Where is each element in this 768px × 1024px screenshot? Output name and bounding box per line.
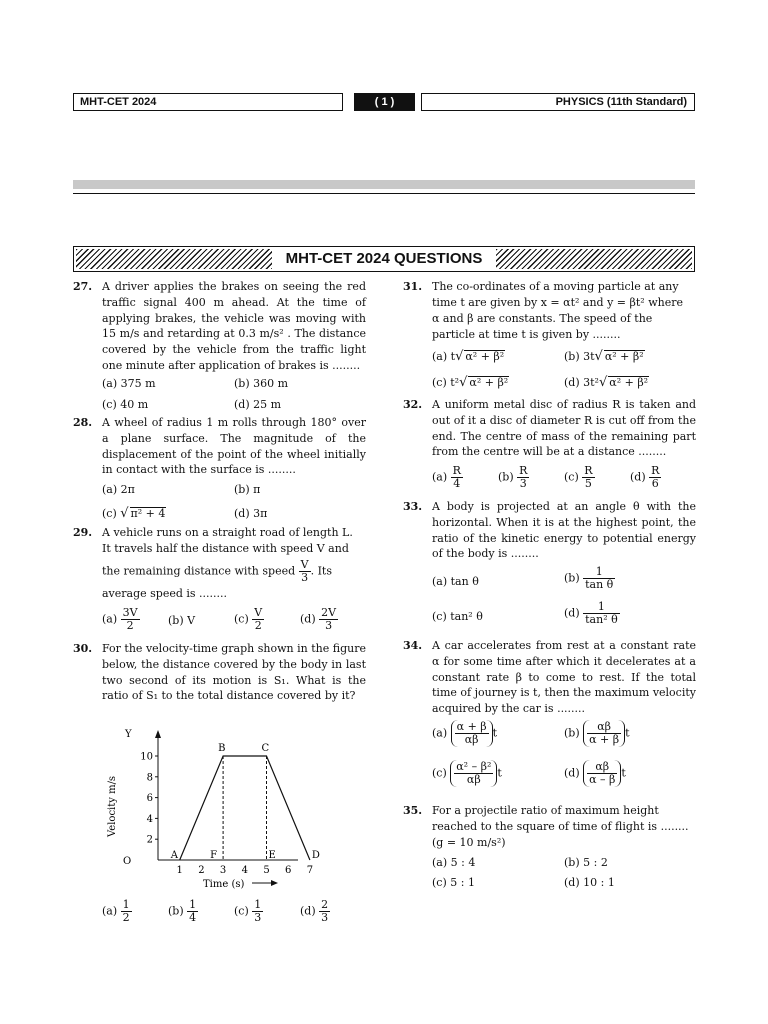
q33-option-c[interactable]: (c) tan² θ: [432, 610, 483, 623]
q28-option-c-label: (c): [102, 507, 117, 520]
q32-option-c[interactable]: (c) $\frac{R}{5}$: [564, 464, 593, 490]
q32-option-a[interactable]: (a) $\frac{R}{4}$: [432, 464, 461, 490]
q28-option-d[interactable]: (d) 3π: [234, 507, 268, 520]
q35-option-d[interactable]: (d) 10 : 1: [564, 876, 615, 889]
x-tick-label: 6: [285, 865, 292, 876]
q27-option-b[interactable]: (b) 360 m: [234, 377, 289, 390]
point-label-d: D: [311, 850, 320, 861]
x-tick-label: 7: [306, 865, 314, 876]
y-tick-label: 10: [140, 751, 153, 763]
question-number-35: 35.: [403, 804, 423, 817]
q31-option-c[interactable]: (c) t²√ α² + β²: [432, 375, 509, 390]
point-label-b: B: [218, 743, 226, 754]
question-number-33: 33.: [403, 500, 423, 513]
question-29-line4: average speed is ........: [102, 587, 228, 600]
q30-option-a[interactable]: (a) $\frac{1}{2}$: [102, 898, 130, 924]
q33-option-d[interactable]: (d) $\frac{1}{\text{tan² θ}}$: [564, 600, 618, 626]
speed-fraction: $\frac{V}{3}$: [300, 558, 309, 584]
y-tick-label: 8: [146, 772, 153, 784]
q28-option-b[interactable]: (b) π: [234, 483, 261, 496]
question-34-text: A car accelerates from rest at a constant rate α for some time after which it decelerates at a constant rate β to come to rest. If the total time of journey is t, then the maximum velocity acquired by the car is ........: [432, 639, 696, 716]
question-31-line4: particle at time t is given by ........: [432, 328, 621, 341]
separator-rule: [73, 193, 695, 194]
question-32-text: A uniform metal disc of radius R is taken and out of it a disc of diameter R is cut off from the end. The centre of mass of the remaining part from the centre will be at a distance ........: [432, 398, 696, 459]
grey-separator-bar: [73, 180, 695, 189]
question-28-text: A wheel of radius 1 m rolls through 180° over a plane surface. The magnitude of the displacement of the point of the wheel initially in contact with the surface is ........: [102, 416, 366, 477]
question-29-line3: [102, 559, 366, 584]
question-number-30: 30.: [73, 642, 93, 655]
x-tick-label: 1: [176, 865, 183, 876]
header-subject-label: PHYSICS (11th Standard): [421, 93, 695, 111]
question-29-line1: A vehicle runs on a straight road of length L.: [102, 526, 353, 539]
x-axis-label-arrowhead: [271, 880, 278, 886]
point-label-e: E: [268, 850, 276, 861]
q31-option-a[interactable]: (a) t√ α² + β²: [432, 349, 505, 364]
question-number-32: 32.: [403, 398, 423, 411]
y-axis-label: Velocity m/s: [107, 775, 118, 837]
question-27-text: A driver applies the brakes on seeing the red traffic signal 400 m ahead. At the time of applying brakes, the vehicle was moving with 15 m/s and retarding at 0.3 m/s² . The distance covered by the vehicle from the traffic light one minute after application of brakes is ........: [102, 280, 366, 372]
q35-option-a[interactable]: (a) 5 : 4: [432, 856, 476, 869]
y-axis-letter: Y: [125, 729, 132, 740]
question-number-34: 34.: [403, 639, 423, 652]
section-title: MHT-CET 2024 QUESTIONS: [285, 250, 483, 267]
page-number: ( 1 ): [354, 93, 415, 111]
question-29-line2: It travels half the distance with speed V and: [102, 542, 349, 555]
question-29-line3a: the remaining distance with speed: [102, 564, 296, 578]
q30-option-b[interactable]: (b) $\frac{1}{4}$: [168, 898, 197, 924]
origin-label: O: [123, 856, 132, 867]
y-tick-label: 4: [146, 813, 153, 825]
q32-option-d[interactable]: (d) $\frac{R}{6}$: [630, 464, 660, 490]
y-tick-label: 6: [146, 793, 153, 805]
point-label-a: A: [170, 850, 178, 861]
question-number-29: 29.: [73, 526, 93, 539]
q31-option-d[interactable]: (d) 3t²√ α² + β²: [564, 375, 649, 390]
point-label-c: C: [261, 743, 270, 754]
q28-option-a[interactable]: (a) 2π: [102, 483, 135, 496]
q27-option-c[interactable]: (c) 40 m: [102, 398, 149, 411]
q29-option-a[interactable]: (a) $\frac{3V}{2}$: [102, 606, 138, 632]
q34-option-c[interactable]: (c) $\frac{\text{α² – β²}}{\alpha\beta}$ t: [432, 760, 502, 786]
q33-option-b[interactable]: (b) $\frac{1}{\text{tan θ}}$: [564, 565, 614, 591]
q35-option-c[interactable]: (c) 5 : 1: [432, 876, 475, 889]
point-label-f: F: [210, 850, 218, 861]
y-axis-arrow: [155, 730, 161, 738]
question-31-line2: time t are given by x = αt² and y = βt² where: [432, 296, 683, 309]
q34-option-b[interactable]: (b) $\frac{\alpha\beta}{\alpha + \beta}$ t: [564, 720, 630, 746]
question-number-28: 28.: [73, 416, 93, 429]
x-tick-label: 2: [198, 865, 205, 876]
question-31-line1: The co-ordinates of a moving particle at any: [432, 280, 679, 293]
q30-option-c[interactable]: (c) $\frac{1}{3}$: [234, 898, 262, 924]
x-tick-label: 5: [263, 865, 270, 876]
y-tick-label: 2: [146, 834, 153, 846]
question-35-line3: (g = 10 m/s²): [432, 836, 506, 849]
q34-option-a[interactable]: (a) $\frac{\alpha + \beta}{\alpha\beta}$ t: [432, 720, 498, 746]
question-35-line2: reached to the square of time of flight is ........: [432, 820, 689, 833]
question-number-27: 27.: [73, 280, 93, 293]
question-29-line3b: . Its: [310, 564, 332, 578]
q27-option-a[interactable]: (a) 375 m: [102, 377, 156, 390]
question-31-line3: α and β are constants. The speed of the: [432, 312, 653, 325]
question-33-text: A body is projected at an angle θ with the horizontal. When it is at the highest point, the ratio of the kinetic energy to potential energy of the body is ........: [432, 500, 696, 561]
radical-sign: √: [120, 506, 129, 521]
q27-option-d[interactable]: (d) 25 m: [234, 398, 282, 411]
q29-option-c[interactable]: (c) $\frac{V}{2}$: [234, 606, 263, 632]
velocity-time-graph: [100, 725, 320, 895]
q31-option-b[interactable]: (b) 3t√ α² + β²: [564, 349, 644, 364]
question-30-text: For the velocity-time graph shown in the figure below, the distance covered by the body in last two second of its motion is S₁. What is the ratio of S₁ to the total distance covered by it?: [102, 642, 366, 703]
section-banner: [73, 246, 695, 272]
header-exam-label: MHT-CET 2024: [73, 93, 343, 111]
question-35-line1: For a projectile ratio of maximum height: [432, 804, 659, 817]
q35-option-b[interactable]: (b) 5 : 2: [564, 856, 608, 869]
q28-option-c-value: π² + 4: [130, 507, 166, 520]
q29-option-b[interactable]: (b) V: [168, 614, 196, 627]
q33-option-a[interactable]: (a) tan θ: [432, 575, 479, 588]
q30-option-d[interactable]: (d) $\frac{2}{3}$: [300, 898, 329, 924]
x-tick-label: 3: [219, 865, 227, 876]
q29-option-d[interactable]: (d) $\frac{2V}{3}$: [300, 606, 337, 632]
x-tick-label: 4: [241, 865, 248, 876]
q34-option-d[interactable]: (d) $\frac{\alpha\beta}{\alpha - \beta}$ t: [564, 760, 626, 786]
velocity-line: [180, 756, 310, 860]
question-number-31: 31.: [403, 280, 423, 293]
x-axis-label: Time (s): [203, 879, 245, 890]
q32-option-b[interactable]: (b) $\frac{R}{3}$: [498, 464, 528, 490]
q28-option-c[interactable]: [102, 507, 166, 521]
